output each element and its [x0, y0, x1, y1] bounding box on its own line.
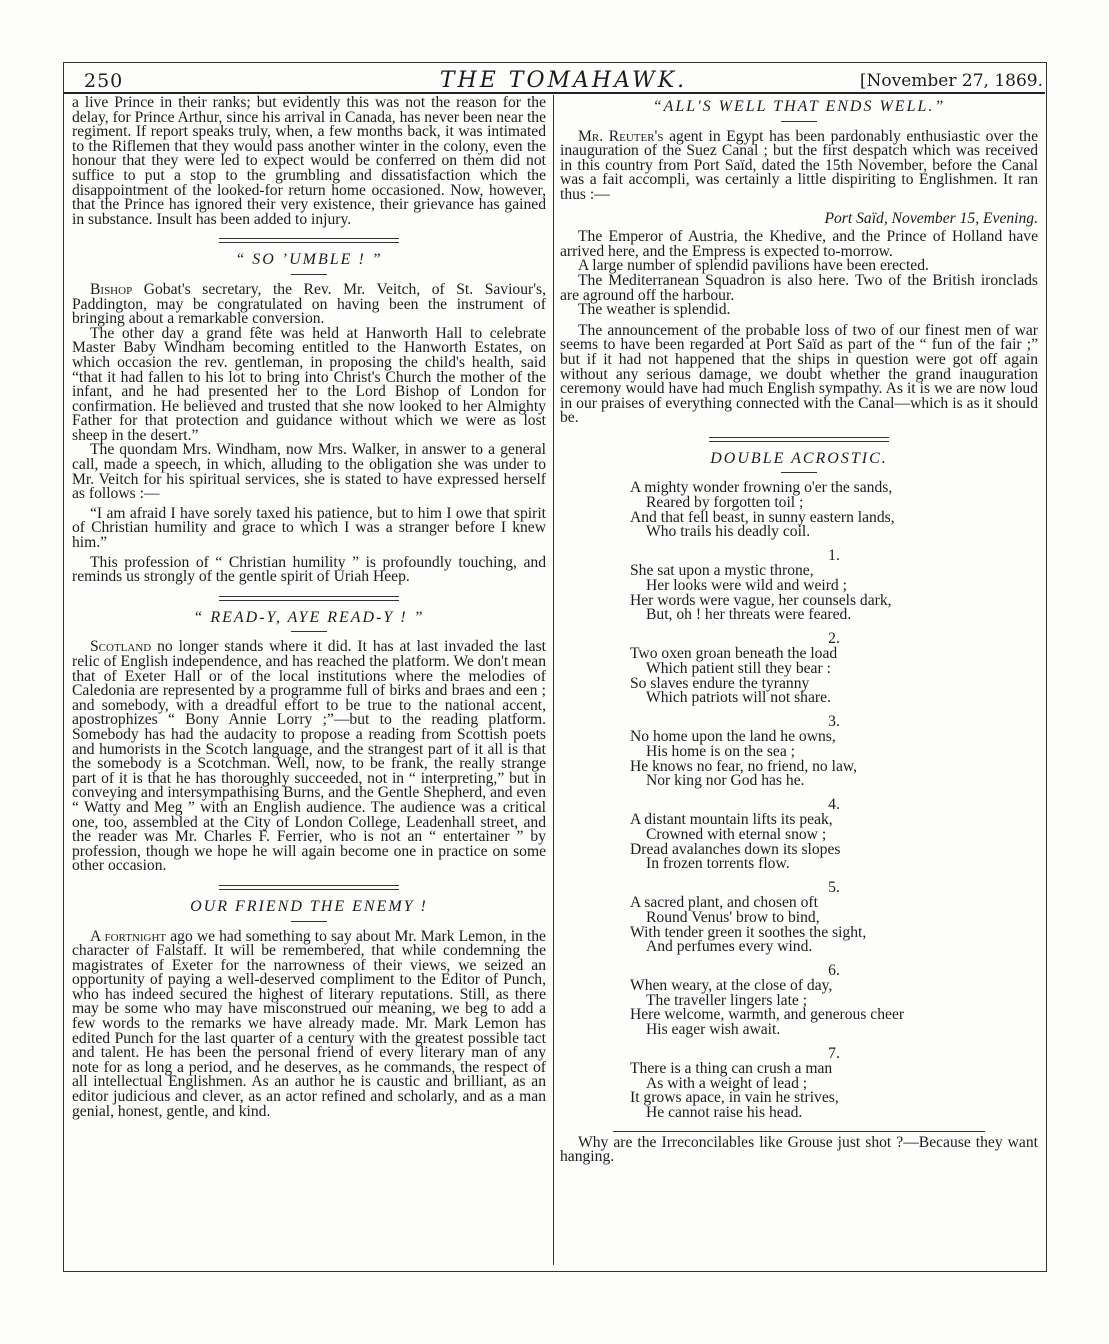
lead-word: Mr. Reuter's	[578, 127, 664, 145]
poem-line: Two oxen groan beneath the load	[630, 645, 838, 663]
page-header	[84, 68, 1043, 94]
poem-line: When weary, at the close of day,	[630, 977, 833, 995]
article-title: OUR FRIEND THE ENEMY !	[190, 897, 428, 915]
article-paragraph: The other day a grand fête was held at Hanworth Hall to celebrate Master Baby Windham becoming entitled to the Hanworth Estates, on which occasion the rev. gentleman, in proposing the child's health, said “that it had fallen to his lot to bring into Christ's Church the mother of the infant, and he had presented her to the Lord Bishop of London for confirmation. He believed and trusted that she now looked to her Almighty Father for that protection and guidance without which we were as lost sheep in the desert.”	[72, 324, 546, 444]
left-column	[72, 96, 546, 1119]
poem-line: But, oh ! her threats were feared.	[646, 606, 852, 624]
poem-line: As with a weight of lead ;	[646, 1074, 808, 1092]
section-divider	[219, 885, 399, 890]
poem-line: A mighty wonder frowning o'er the sands,	[630, 479, 893, 497]
article-title: “ SO ’UMBLE ! ”	[235, 251, 383, 269]
poem-line: Who trails his deadly coil.	[646, 523, 811, 541]
article-paragraph: The quondam Mrs. Windham, now Mrs. Walker, in answer to a general call, made a speech, in which, alluding to the obligation she was under to Mr. Veitch for his spiritual services, she is stated to have expressed herself as follows :—	[72, 441, 546, 503]
poem-line: And perfumes every wind.	[646, 938, 813, 956]
poem-line: Reared by forgotten toil ;	[646, 494, 804, 512]
paragraph-text: agent in Egypt has been pardonably enthusiastic over the inauguration of the Suez Canal ; but the first despatch which was received in this country from Port Saïd, dated the 15th November, before the Canal was a fait accompli, was certainly a little dispiriting to Englishmen. It ran thus :—	[560, 127, 1038, 203]
poem-line: Here welcome, warmth, and generous cheer	[630, 1006, 905, 1024]
stanza-number: 4.	[828, 795, 840, 813]
article-title: DOUBLE ACROSTIC.	[710, 449, 888, 467]
poem-line: His home is on the sea ;	[646, 742, 795, 760]
paragraph-text: Gobat's secretary, the Rev. Mr. Veitch, of St. Saviour's, Paddington, may be congratulated on having been the instrument of bringing about a remarkable conversion.	[72, 280, 546, 328]
poem-line: Her looks were wild and weird ;	[646, 577, 847, 595]
poem-line: Which patient still they bear :	[646, 660, 831, 677]
stanza-number: 2.	[828, 629, 840, 647]
paragraph-text: ago we had something to say about Mr. Mark Lemon, in the character of Falstaff. It will be remembered, that while condemning the magistrates of Exeter for the narrowness of their views, we seized an opportunity of paying a well-deserved compliment to the Editor of Punch, who has indeed secured the highest of literary reputations. Still, as there may be some who may have misconstrued our meaning, we beg to add a few words to the remarks we have already made. Mr. Mark Lemon has edited Punch for the last quarter of a century with the greatest possible tact and talent. He has been the personal friend of every literary man of any note for as long a period, and he deserves, as he commands, the respect of all intellectual Englishmen. As an author he is caustic and brilliant, as an editor judicious and clever, as an actor refined and scholarly, and as a man genial, honest, gentle, and kind.	[72, 927, 546, 1120]
stanza-number: 3.	[828, 712, 840, 730]
title-rule	[291, 631, 327, 632]
poem-line: A sacred plant, and chosen oft	[630, 894, 818, 912]
section-divider	[219, 596, 399, 601]
lead-word: A fortnight	[90, 927, 167, 945]
continued-paragraph: a live Prince in their ranks; but evidently this was not the reason for the delay, for Prince Arthur, since his arrival in Canada, has never been near the regiment. If report speaks truly, when, a few months back, it was intimated to the Riflemen that they would pass another winter in the colony, even the honour that they were led to expect would be conferred on them did not suffice to put a stop to the grumbling and dissatisfaction which the disappointment of the looked-for return home occasioned. Now, however, that the Prince has ignored their very existence, their grievance has gained in substance. Insult has been added to injury.	[72, 94, 546, 228]
poem-line: With tender green it soothes the sight,	[630, 923, 867, 941]
poem-line: There is a thing can crush a man	[630, 1060, 833, 1078]
poem-line: Dread avalanches down its slopes	[630, 840, 841, 858]
column-divider	[553, 95, 554, 1265]
dispatch-line: The Emperor of Austria, the Khedive, and the Prince of Holland have arrived here, and the Empress is expected to-morrow.	[560, 228, 1038, 260]
stanza-number: 5.	[828, 878, 840, 896]
poem-line: He cannot raise his head.	[646, 1104, 803, 1122]
article-paragraph: The announcement of the probable loss of two of our finest men of war seems to have been regarded at Port Saïd as part of the “ fun of the fair ;” but if it had not happened that the ships in question were got off again without any serious damage, we doubt whether the grand inauguration ceremony would have had much English sympathy. As it is we are now loud in our praises of everything connected with the Canal—which is as it should be.	[560, 321, 1038, 427]
page-number: 250	[84, 70, 124, 92]
article-paragraph	[560, 127, 1038, 203]
article-paragraph: This profession of “ Christian humility ” is profoundly touching, and reminds us strongly of the gentle spirit of Uriah Heep.	[72, 553, 546, 586]
lead-word: Bishop	[90, 280, 133, 298]
section-divider	[219, 238, 399, 243]
article-paragraph	[72, 640, 546, 874]
section-divider	[709, 437, 889, 442]
poem-line: His eager wish await.	[646, 1021, 781, 1039]
poem-line: In frozen torrents flow.	[646, 855, 790, 873]
section-divider	[613, 1131, 985, 1132]
quoted-paragraph: “I am afraid I have sorely taxed his patience, but to him I owe that spirit of Christian humility and grace to which I was a stranger before I knew him.”	[72, 504, 546, 552]
poem-line: Her words were vague, her counsels dark,	[630, 591, 892, 609]
dispatch-line: The Mediterranean Squadron is also here. Two of the British ironclads are aground off the harbour.	[560, 271, 1038, 304]
title-rule	[291, 921, 327, 922]
poem-line: The traveller lingers late ;	[646, 991, 808, 1009]
masthead: THE TOMAHAWK.	[439, 68, 688, 93]
poem-line: A distant mountain lifts its peak,	[630, 811, 833, 829]
acrostic-stanzas	[630, 546, 1038, 1122]
dispatch-line: A large number of splendid pavilions have been erected.	[578, 257, 929, 275]
poem-line: Which patriots will not share.	[646, 689, 831, 707]
acrostic-poem	[630, 481, 1038, 1120]
poem-line: No home upon the land he owns,	[630, 728, 836, 746]
poem-line: So slaves endure the tyranny	[630, 674, 810, 692]
paragraph-text: no longer stands where it did. It has at last invaded the last relic of English independence, and has reached the platform. We don't mean that of Exeter Hall or of the local institutions where the melodies of Caledonia are represented by a programme full of birks and braes and een ; and somebody, with a dreadful effort to be true to the national accent, apostrophizes “ Bony Annie Lorry ;”—but to the reading platform. Somebody has had the audacity to propose a reading from Scottish poets and humorists in the Scotch language, and the strangest part of it all is that the somebody is a Scotchman. Well, now, to be frank, the really strange part of it is that he has thoroughly succeeded, not in “ interpreting,” but in conveying and intersympathising Burns, and the Gentle Shepherd, and even “ Watty and Meg ” with an English audience. The audience was a critical one, too, assembled at the City of London College, Leadenhall street, and the reader was Mr. Charles F. Ferrier, who is not an “ entertainer ” by profession, though we hope he will again become one in practice on some other occasion.	[72, 638, 546, 875]
lead-word: Scotland	[90, 638, 152, 656]
dispatch-line: The weather is splendid.	[578, 301, 731, 319]
poem-line: She sat upon a mystic throne,	[630, 562, 814, 580]
poem-line: He knows no fear, no friend, no law,	[630, 757, 858, 775]
poem-line: It grows apace, in vain he strives,	[630, 1089, 839, 1107]
article-title: “ALL'S WELL THAT ENDS WELL.”	[652, 98, 946, 115]
issue-date: [November 27, 1869.	[859, 71, 1043, 91]
dispatch-dateline: Port Saïd, November 15, Evening.	[824, 209, 1038, 227]
acrostic-intro	[630, 481, 1038, 539]
closing-joke: Why are the Irreconcilables like Grouse just shot ?—Because they want hanging.	[560, 1133, 1038, 1166]
poem-line: Nor king nor God has he.	[646, 772, 805, 790]
poem-line: Crowned with eternal snow ;	[646, 825, 827, 843]
article-title: “ READ-Y, AYE READ-Y ! ”	[193, 608, 425, 626]
poem-line: Round Venus' brow to bind,	[646, 908, 820, 926]
title-rule	[291, 274, 327, 275]
stanza-number: 7.	[828, 1044, 840, 1062]
title-rule	[781, 472, 817, 473]
stanza-number: 6.	[828, 961, 840, 979]
right-column	[560, 96, 1038, 1165]
article-paragraph	[72, 927, 546, 1120]
title-rule	[781, 121, 817, 122]
article-paragraph	[72, 280, 546, 328]
poem-line: And that fell beast, in sunny eastern lands,	[630, 508, 895, 526]
stanza-number: 1.	[828, 546, 840, 564]
